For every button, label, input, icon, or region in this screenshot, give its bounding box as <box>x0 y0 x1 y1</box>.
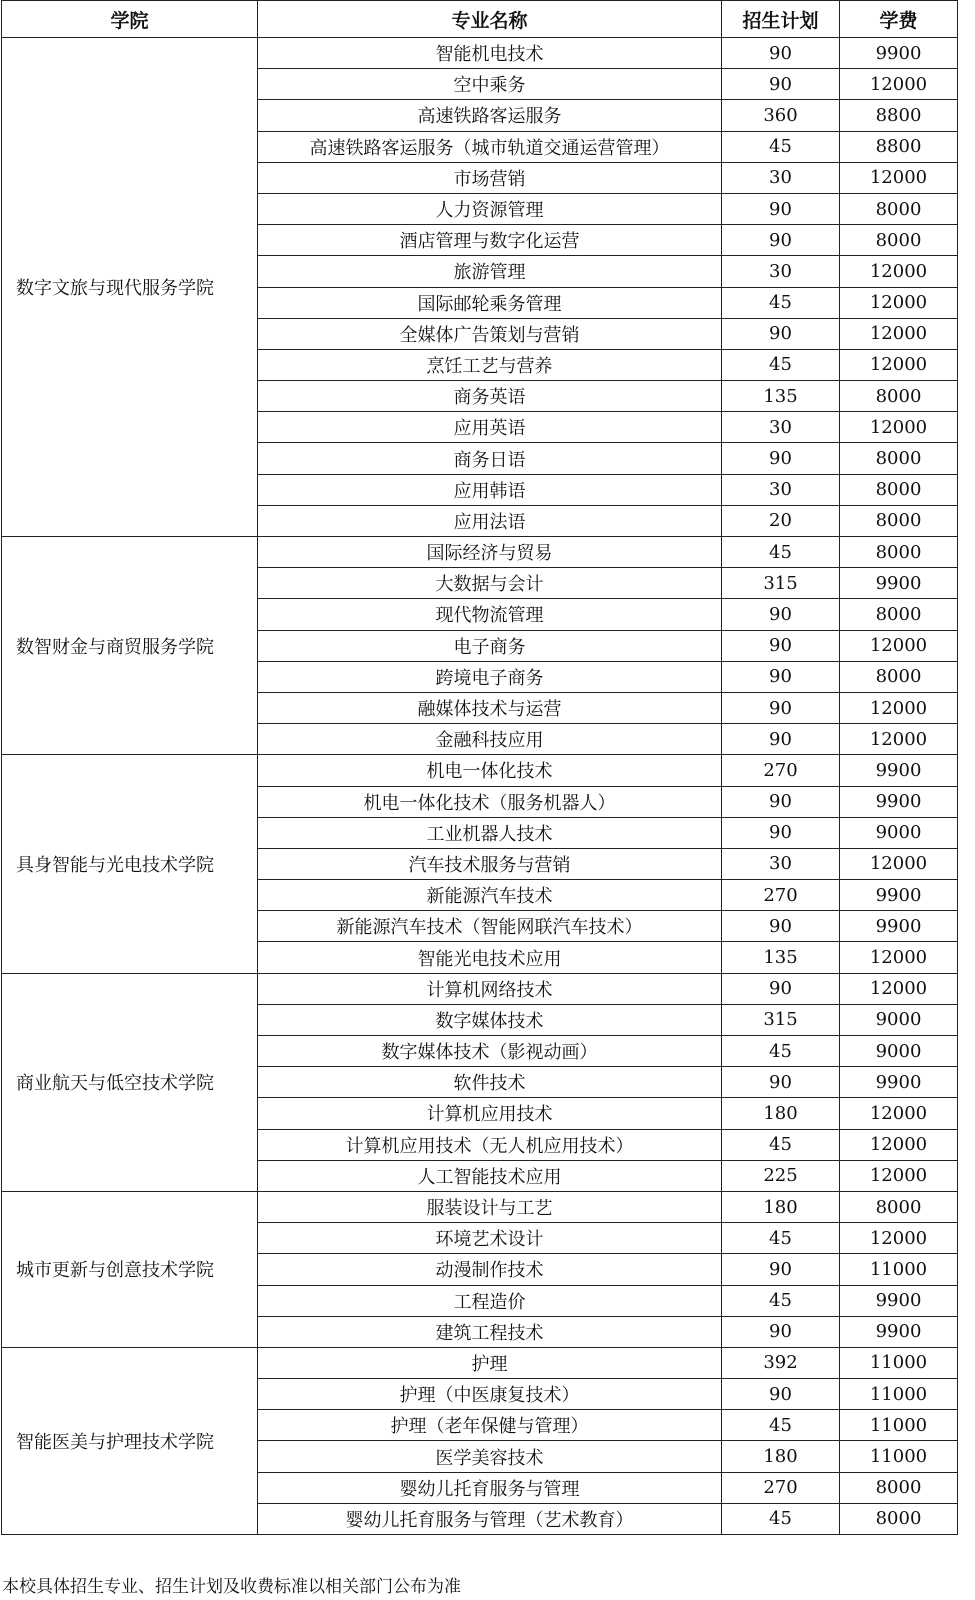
major-cell: 智能光电技术应用 <box>258 942 722 973</box>
fee-cell: 12000 <box>840 256 958 287</box>
fee-cell: 8000 <box>840 225 958 256</box>
fee-cell: 11000 <box>840 1379 958 1410</box>
plan-cell: 45 <box>722 131 840 162</box>
fee-cell: 11000 <box>840 1441 958 1472</box>
plan-cell: 90 <box>722 1254 840 1285</box>
fee-cell: 11000 <box>840 1254 958 1285</box>
fee-cell: 11000 <box>840 1347 958 1378</box>
fee-cell: 12000 <box>840 724 958 755</box>
major-cell: 高速铁路客运服务 <box>258 100 722 131</box>
table-row <box>2 1191 958 1222</box>
fee-cell: 12000 <box>840 349 958 380</box>
college-cell: 数字文旅与现代服务学院 <box>2 38 258 537</box>
major-cell: 数字媒体技术 <box>258 1004 722 1035</box>
fee-cell: 8000 <box>840 1191 958 1222</box>
header-major: 专业名称 <box>258 1 722 38</box>
fee-cell: 8000 <box>840 599 958 630</box>
major-cell: 烹饪工艺与营养 <box>258 349 722 380</box>
fee-cell: 12000 <box>840 162 958 193</box>
major-cell: 计算机网络技术 <box>258 973 722 1004</box>
plan-cell: 90 <box>722 630 840 661</box>
major-cell: 新能源汽车技术 <box>258 880 722 911</box>
plan-cell: 45 <box>722 1129 840 1160</box>
header-fee: 学费 <box>840 1 958 38</box>
major-cell: 工业机器人技术 <box>258 817 722 848</box>
college-cell: 数智财金与商贸服务学院 <box>2 537 258 755</box>
college-cell: 具身智能与光电技术学院 <box>2 755 258 973</box>
major-cell: 建筑工程技术 <box>258 1316 722 1347</box>
fee-cell: 8800 <box>840 100 958 131</box>
plan-cell: 90 <box>722 911 840 942</box>
fee-cell: 9900 <box>840 880 958 911</box>
table-row <box>2 537 958 568</box>
major-cell: 现代物流管理 <box>258 599 722 630</box>
major-cell: 应用法语 <box>258 505 722 536</box>
major-cell: 市场营销 <box>258 162 722 193</box>
fee-cell: 12000 <box>840 287 958 318</box>
major-cell: 融媒体技术与运营 <box>258 692 722 723</box>
fee-cell: 9900 <box>840 911 958 942</box>
plan-cell: 90 <box>722 599 840 630</box>
major-cell: 全媒体广告策划与营销 <box>258 318 722 349</box>
plan-cell: 392 <box>722 1347 840 1378</box>
major-cell: 旅游管理 <box>258 256 722 287</box>
enrollment-table <box>1 0 958 1535</box>
fee-cell: 9900 <box>840 568 958 599</box>
plan-cell: 90 <box>722 443 840 474</box>
plan-cell: 90 <box>722 786 840 817</box>
plan-cell: 45 <box>722 537 840 568</box>
plan-cell: 315 <box>722 568 840 599</box>
major-cell: 机电一体化技术 <box>258 755 722 786</box>
fee-cell: 12000 <box>840 692 958 723</box>
fee-cell: 8000 <box>840 193 958 224</box>
major-cell: 酒店管理与数字化运营 <box>258 225 722 256</box>
plan-cell: 90 <box>722 38 840 69</box>
major-cell: 动漫制作技术 <box>258 1254 722 1285</box>
fee-cell: 8000 <box>840 505 958 536</box>
plan-cell: 45 <box>722 1410 840 1441</box>
header-plan: 招生计划 <box>722 1 840 38</box>
plan-cell: 90 <box>722 318 840 349</box>
fee-cell: 12000 <box>840 848 958 879</box>
major-cell: 金融科技应用 <box>258 724 722 755</box>
major-cell: 服装设计与工艺 <box>258 1191 722 1222</box>
major-cell: 电子商务 <box>258 630 722 661</box>
plan-cell: 90 <box>722 973 840 1004</box>
plan-cell: 90 <box>722 1316 840 1347</box>
major-cell: 空中乘务 <box>258 69 722 100</box>
fee-cell: 9900 <box>840 38 958 69</box>
table-row <box>2 973 958 1004</box>
plan-cell: 360 <box>722 100 840 131</box>
plan-cell: 315 <box>722 1004 840 1035</box>
plan-cell: 30 <box>722 256 840 287</box>
major-cell: 应用韩语 <box>258 474 722 505</box>
plan-cell: 135 <box>722 381 840 412</box>
fee-cell: 8000 <box>840 381 958 412</box>
major-cell: 环境艺术设计 <box>258 1223 722 1254</box>
table-body <box>2 38 958 1535</box>
plan-cell: 45 <box>722 1503 840 1534</box>
table-row <box>2 38 958 69</box>
fee-cell: 8000 <box>840 1503 958 1534</box>
major-cell: 商务日语 <box>258 443 722 474</box>
table-row <box>2 755 958 786</box>
major-cell: 新能源汽车技术（智能网联汽车技术） <box>258 911 722 942</box>
fee-cell: 9900 <box>840 1316 958 1347</box>
plan-cell: 90 <box>722 69 840 100</box>
fee-cell: 12000 <box>840 69 958 100</box>
plan-cell: 90 <box>722 225 840 256</box>
plan-cell: 45 <box>722 349 840 380</box>
fee-cell: 9900 <box>840 755 958 786</box>
fee-cell: 8000 <box>840 661 958 692</box>
major-cell: 婴幼儿托育服务与管理 <box>258 1472 722 1503</box>
major-cell: 数字媒体技术（影视动画） <box>258 1036 722 1067</box>
major-cell: 护理 <box>258 1347 722 1378</box>
plan-cell: 30 <box>722 474 840 505</box>
plan-cell: 30 <box>722 848 840 879</box>
fee-cell: 12000 <box>840 318 958 349</box>
major-cell: 商务英语 <box>258 381 722 412</box>
plan-cell: 90 <box>722 1379 840 1410</box>
fee-cell: 12000 <box>840 1160 958 1191</box>
fee-cell: 12000 <box>840 1129 958 1160</box>
plan-cell: 90 <box>722 193 840 224</box>
fee-cell: 9000 <box>840 817 958 848</box>
plan-cell: 45 <box>722 1223 840 1254</box>
plan-cell: 20 <box>722 505 840 536</box>
fee-cell: 8000 <box>840 1472 958 1503</box>
fee-cell: 9900 <box>840 786 958 817</box>
major-cell: 医学美容技术 <box>258 1441 722 1472</box>
header-row <box>2 1 958 38</box>
major-cell: 国际邮轮乘务管理 <box>258 287 722 318</box>
major-cell: 人工智能技术应用 <box>258 1160 722 1191</box>
major-cell: 护理（老年保健与管理） <box>258 1410 722 1441</box>
plan-cell: 90 <box>722 817 840 848</box>
major-cell: 护理（中医康复技术） <box>258 1379 722 1410</box>
plan-cell: 45 <box>722 287 840 318</box>
fee-cell: 12000 <box>840 1098 958 1129</box>
fee-cell: 9000 <box>840 1036 958 1067</box>
major-cell: 应用英语 <box>258 412 722 443</box>
plan-cell: 90 <box>722 1067 840 1098</box>
plan-cell: 45 <box>722 1285 840 1316</box>
fee-cell: 9900 <box>840 1285 958 1316</box>
major-cell: 工程造价 <box>258 1285 722 1316</box>
major-cell: 智能机电技术 <box>258 38 722 69</box>
major-cell: 计算机应用技术（无人机应用技术） <box>258 1129 722 1160</box>
major-cell: 计算机应用技术 <box>258 1098 722 1129</box>
college-cell: 智能医美与护理技术学院 <box>2 1347 258 1534</box>
major-cell: 婴幼儿托育服务与管理（艺术教育） <box>258 1503 722 1534</box>
plan-cell: 45 <box>722 1036 840 1067</box>
fee-cell: 9900 <box>840 1067 958 1098</box>
fee-cell: 12000 <box>840 973 958 1004</box>
footnote: 本校具体招生专业、招生计划及收费标准以相关部门公布为准 <box>2 1577 461 1597</box>
header-college: 学院 <box>2 1 258 38</box>
major-cell: 汽车技术服务与营销 <box>258 848 722 879</box>
college-cell: 城市更新与创意技术学院 <box>2 1191 258 1347</box>
fee-cell: 8000 <box>840 474 958 505</box>
major-cell: 国际经济与贸易 <box>258 537 722 568</box>
major-cell: 机电一体化技术（服务机器人） <box>258 786 722 817</box>
major-cell: 高速铁路客运服务（城市轨道交通运营管理） <box>258 131 722 162</box>
plan-cell: 90 <box>722 661 840 692</box>
plan-cell: 180 <box>722 1191 840 1222</box>
major-cell: 人力资源管理 <box>258 193 722 224</box>
fee-cell: 12000 <box>840 1223 958 1254</box>
fee-cell: 12000 <box>840 942 958 973</box>
table-row <box>2 1347 958 1378</box>
plan-cell: 270 <box>722 1472 840 1503</box>
major-cell: 软件技术 <box>258 1067 722 1098</box>
fee-cell: 8800 <box>840 131 958 162</box>
major-cell: 大数据与会计 <box>258 568 722 599</box>
plan-cell: 135 <box>722 942 840 973</box>
plan-cell: 90 <box>722 724 840 755</box>
plan-cell: 225 <box>722 1160 840 1191</box>
plan-cell: 270 <box>722 880 840 911</box>
plan-cell: 30 <box>722 412 840 443</box>
plan-cell: 180 <box>722 1098 840 1129</box>
plan-cell: 270 <box>722 755 840 786</box>
plan-cell: 90 <box>722 692 840 723</box>
plan-cell: 30 <box>722 162 840 193</box>
fee-cell: 9000 <box>840 1004 958 1035</box>
fee-cell: 8000 <box>840 443 958 474</box>
college-cell: 商业航天与低空技术学院 <box>2 973 258 1191</box>
fee-cell: 12000 <box>840 630 958 661</box>
major-cell: 跨境电子商务 <box>258 661 722 692</box>
fee-cell: 8000 <box>840 537 958 568</box>
fee-cell: 11000 <box>840 1410 958 1441</box>
plan-cell: 180 <box>722 1441 840 1472</box>
fee-cell: 12000 <box>840 412 958 443</box>
